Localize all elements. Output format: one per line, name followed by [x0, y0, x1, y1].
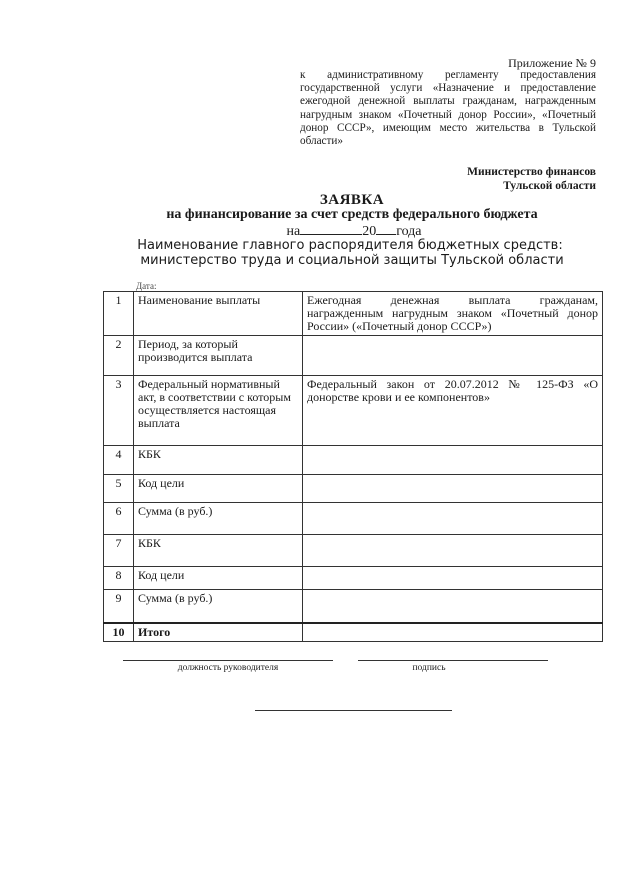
table-row	[104, 535, 603, 567]
row-label: Код цели	[134, 567, 303, 590]
addressee-line-2: Тульской области	[503, 180, 596, 192]
table-row-total	[104, 623, 603, 642]
date-label: Дата:	[136, 281, 157, 291]
period-prefix: на	[286, 224, 301, 239]
addressee-line-1: Министерство финансов	[467, 166, 596, 178]
row-value[interactable]	[303, 590, 603, 623]
period-year-prefix: 20	[362, 224, 377, 239]
row-number: 7	[104, 535, 134, 567]
row-value[interactable]	[303, 446, 603, 475]
row-label: Федеральный нормативный акт, в соответствии с которым осуществляется настоящая выплата	[134, 376, 303, 446]
document-subtitle: на финансирование за счет средств федерального бюджета	[166, 207, 538, 222]
row-number: 2	[104, 336, 134, 376]
table-row	[104, 336, 603, 376]
row-number: 9	[104, 590, 134, 623]
row-number: 1	[104, 292, 134, 336]
name-signature-line[interactable]	[255, 710, 452, 711]
table-row	[104, 567, 603, 590]
recipient-value: министерство труда и социальной защиты Тульской области	[140, 253, 564, 268]
table-row	[104, 475, 603, 503]
row-value[interactable]: Ежегодная денежная выплата гражданам, награжденным нагрудным знаком «Почетный донор России» («Почетный донор СССР»)	[303, 292, 603, 336]
table-row	[104, 590, 603, 623]
row-label: Период, за который производится выплата	[134, 336, 303, 376]
row-label: КБК	[134, 446, 303, 475]
row-label: Сумма (в руб.)	[134, 503, 303, 535]
row-number: 10	[104, 623, 134, 642]
row-number: 6	[104, 503, 134, 535]
row-number: 5	[104, 475, 134, 503]
appendix-text: к административному регламенту предоставления государственной услуги «Назначение и предоставление ежегодной денежной выплаты гражданам, награжденным нагрудным знаком «Почетный донор России», «Почетный донор СССР», имеющим место жительства в Тульской области»	[300, 69, 596, 148]
row-number: 4	[104, 446, 134, 475]
row-value[interactable]	[303, 623, 603, 642]
table-row	[104, 376, 603, 446]
period-date-blank[interactable]	[300, 223, 362, 235]
table-row	[104, 503, 603, 535]
row-label: Сумма (в руб.)	[134, 590, 303, 623]
row-label: Код цели	[134, 475, 303, 503]
addressee	[300, 165, 596, 193]
appendix-title: Приложение № 9	[508, 56, 596, 70]
position-signature-line[interactable]	[123, 660, 333, 661]
row-value[interactable]	[303, 475, 603, 503]
row-number: 8	[104, 567, 134, 590]
document-title: ЗАЯВКА	[319, 192, 385, 208]
row-value[interactable]	[303, 535, 603, 567]
position-caption: должность руководителя	[177, 663, 279, 673]
row-value[interactable]	[303, 567, 603, 590]
period-year-blank[interactable]	[376, 223, 396, 235]
row-label: Итого	[134, 623, 303, 642]
request-table	[103, 291, 603, 642]
table-row	[104, 446, 603, 475]
row-label: Наименование выплаты	[134, 292, 303, 336]
signature-line[interactable]	[358, 660, 548, 661]
signature-caption: подпись	[412, 663, 446, 673]
row-label: КБК	[134, 535, 303, 567]
row-value[interactable]	[303, 336, 603, 376]
row-number: 3	[104, 376, 134, 446]
table-row	[104, 292, 603, 336]
row-value[interactable]	[303, 503, 603, 535]
recipient-label: Наименование главного распорядителя бюджетных средств:	[137, 238, 563, 253]
period-suffix: года	[396, 224, 422, 239]
row-value[interactable]: Федеральный закон от 20.07.2012 № 125-ФЗ «О донорстве крови и ее компонентов»	[303, 376, 603, 446]
